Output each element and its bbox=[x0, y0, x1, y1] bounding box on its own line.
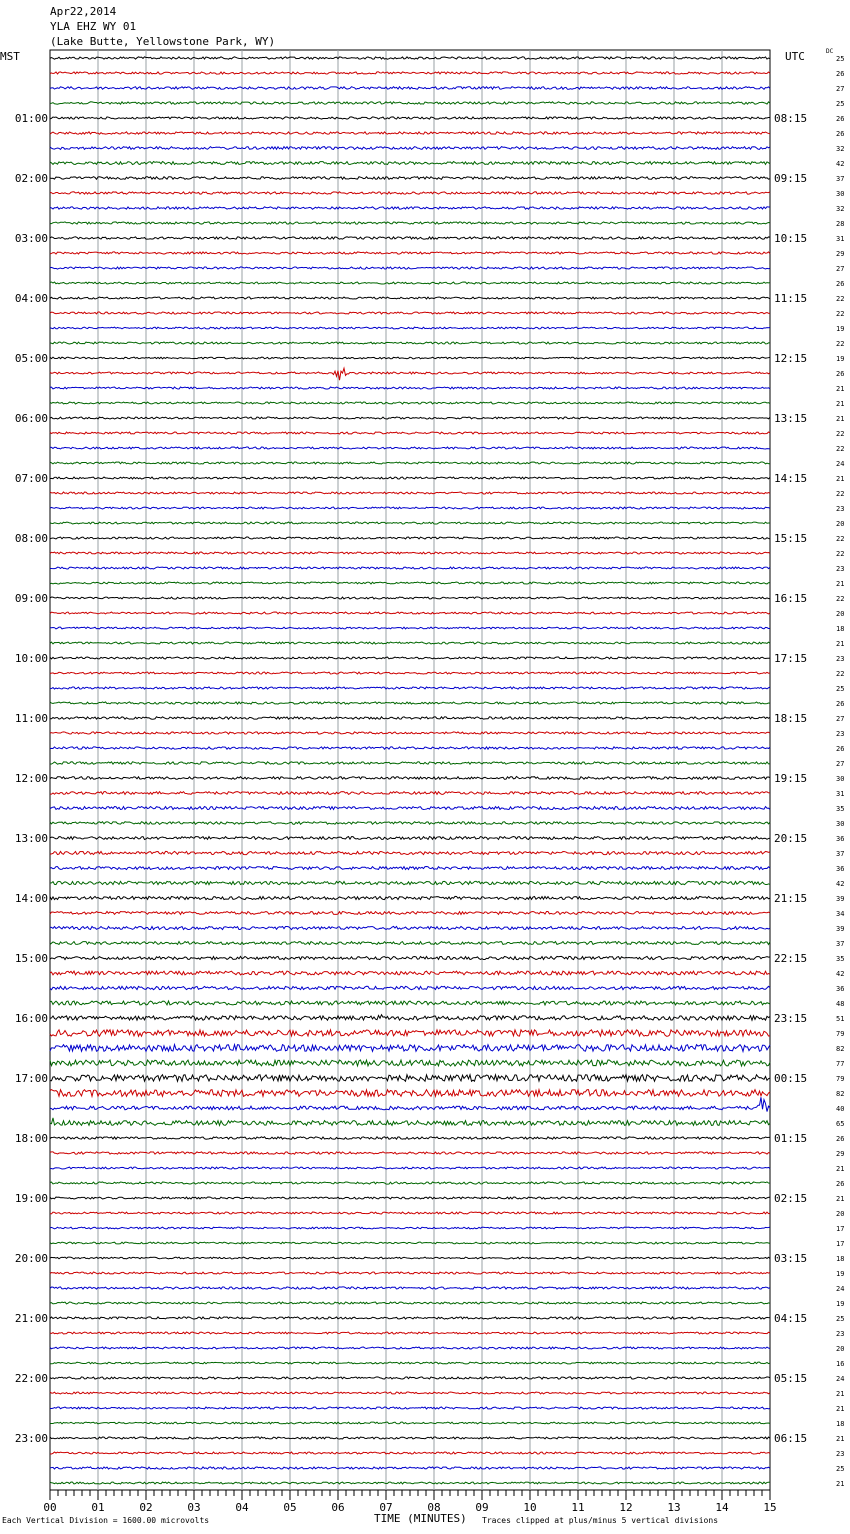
trace-line bbox=[50, 447, 770, 449]
trace-line bbox=[50, 1347, 770, 1349]
trace-line bbox=[50, 881, 770, 884]
trace-line bbox=[50, 162, 770, 165]
dc-value-label: 16 bbox=[836, 1360, 845, 1368]
trace-line bbox=[50, 1075, 770, 1082]
trace-line bbox=[50, 1317, 770, 1319]
scale-note: Each Vertical Division = 1600.00 microvolts bbox=[2, 1516, 210, 1525]
trace-line bbox=[50, 986, 770, 989]
trace-line bbox=[50, 717, 770, 719]
x-tick-label: 12 bbox=[619, 1501, 633, 1514]
trace-line bbox=[50, 1090, 770, 1097]
dc-value-label: 27 bbox=[836, 265, 845, 273]
dc-value-label: 17 bbox=[836, 1225, 845, 1233]
trace-line bbox=[50, 267, 770, 269]
trace-line bbox=[50, 776, 770, 779]
trace-line bbox=[50, 747, 770, 749]
dc-value-label: 22 bbox=[836, 535, 845, 543]
dc-value-label: 20 bbox=[836, 520, 845, 528]
dc-value-label: 25 bbox=[836, 1315, 845, 1323]
mst-hour-label: 20:00 bbox=[14, 1252, 48, 1265]
trace-line bbox=[50, 851, 770, 854]
trace-line bbox=[50, 432, 770, 434]
trace-line bbox=[50, 72, 770, 74]
dc-value-label: 18 bbox=[836, 1420, 845, 1428]
utc-column-header: UTC bbox=[785, 50, 805, 63]
x-tick-label: 00 bbox=[43, 1501, 57, 1514]
trace-line bbox=[50, 1407, 770, 1409]
dc-value-label: 32 bbox=[836, 145, 845, 153]
trace-line bbox=[50, 132, 770, 134]
trace-line bbox=[50, 402, 770, 404]
mst-hour-label: 12:00 bbox=[14, 772, 48, 785]
trace-line bbox=[50, 1287, 770, 1289]
trace-line bbox=[50, 1152, 770, 1154]
x-tick-label: 05 bbox=[283, 1501, 297, 1514]
trace-line bbox=[50, 117, 770, 119]
x-tick-label: 10 bbox=[523, 1501, 537, 1514]
dc-value-label: 23 bbox=[836, 1450, 845, 1458]
dc-value-label: 42 bbox=[836, 160, 845, 168]
dc-value-label: 79 bbox=[836, 1075, 845, 1083]
trace-line bbox=[50, 1197, 770, 1199]
trace-line bbox=[50, 942, 770, 945]
trace-line bbox=[50, 582, 770, 584]
x-tick-label: 06 bbox=[331, 1501, 345, 1514]
mst-hour-label: 04:00 bbox=[14, 292, 48, 305]
dc-value-label: 26 bbox=[836, 1180, 845, 1188]
mst-hour-label: 21:00 bbox=[14, 1312, 48, 1325]
trace-line bbox=[50, 492, 770, 494]
mst-hour-label: 05:00 bbox=[14, 352, 48, 365]
dc-value-label: 27 bbox=[836, 85, 845, 93]
trace-line bbox=[50, 102, 770, 104]
mst-hour-label: 09:00 bbox=[14, 592, 48, 605]
x-tick-label: 04 bbox=[235, 1501, 249, 1514]
trace-line bbox=[50, 762, 770, 764]
utc-hour-label: 23:15 bbox=[774, 1012, 808, 1025]
dc-value-label: 27 bbox=[836, 715, 845, 723]
trace-line bbox=[50, 627, 770, 629]
dc-value-label: 37 bbox=[836, 175, 845, 183]
dc-value-label: 22 bbox=[836, 670, 845, 678]
dc-value-label: 25 bbox=[836, 55, 845, 63]
trace-line bbox=[50, 1015, 770, 1020]
dc-value-label: 40 bbox=[836, 1105, 845, 1113]
mst-hour-label: 18:00 bbox=[14, 1132, 48, 1145]
trace-line bbox=[50, 597, 770, 599]
dc-value-label: 23 bbox=[836, 655, 845, 663]
x-tick-label: 13 bbox=[667, 1501, 681, 1514]
dc-value-label: 26 bbox=[836, 370, 845, 378]
mst-hour-label: 11:00 bbox=[14, 712, 48, 725]
trace-line bbox=[50, 702, 770, 704]
trace-line bbox=[50, 1227, 770, 1229]
mst-hour-label: 13:00 bbox=[14, 832, 48, 845]
trace-line bbox=[50, 926, 770, 929]
trace-line bbox=[50, 971, 770, 975]
trace-group bbox=[50, 57, 770, 1484]
trace-line bbox=[50, 87, 770, 90]
dc-value-label: 42 bbox=[836, 970, 845, 978]
dc-value-label: 17 bbox=[836, 1240, 845, 1248]
trace-line bbox=[50, 387, 770, 389]
time-axis bbox=[43, 1490, 776, 1514]
trace-line bbox=[50, 1362, 770, 1364]
utc-hour-label: 16:15 bbox=[774, 592, 808, 605]
dc-value-label: 22 bbox=[836, 430, 845, 438]
trace-line bbox=[50, 537, 770, 539]
x-tick-label: 02 bbox=[139, 1501, 153, 1514]
trace-line bbox=[50, 1045, 770, 1052]
utc-hour-label: 15:15 bbox=[774, 532, 808, 545]
trace-line bbox=[50, 896, 770, 899]
trace-line bbox=[50, 1182, 770, 1184]
x-tick-label: 03 bbox=[187, 1501, 201, 1514]
utc-hour-label: 09:15 bbox=[774, 172, 808, 185]
dc-value-label: 31 bbox=[836, 790, 845, 798]
trace-line bbox=[50, 956, 770, 959]
dc-value-label: 25 bbox=[836, 685, 845, 693]
trace-line bbox=[50, 1392, 770, 1394]
dc-value-label: 20 bbox=[836, 1345, 845, 1353]
station-location: (Lake Butte, Yellowstone Park, WY) bbox=[50, 35, 276, 48]
trace-line bbox=[50, 357, 770, 359]
clip-note: Traces clipped at plus/minus 5 vertical divisions bbox=[482, 1516, 719, 1525]
utc-hour-label: 13:15 bbox=[774, 412, 808, 425]
trace-line bbox=[50, 867, 770, 870]
dc-value-label: 19 bbox=[836, 325, 845, 333]
dc-value-label: 21 bbox=[836, 640, 845, 648]
dc-value-label: 22 bbox=[836, 595, 845, 603]
trace-line bbox=[50, 342, 770, 344]
trace-line bbox=[50, 477, 770, 479]
trace-line bbox=[50, 417, 770, 419]
trace-line bbox=[50, 1212, 770, 1214]
x-tick-label: 15 bbox=[763, 1501, 777, 1514]
dc-value-label: 37 bbox=[836, 940, 845, 948]
trace-line bbox=[50, 642, 770, 644]
trace-line bbox=[50, 1272, 770, 1274]
utc-hour-label: 20:15 bbox=[774, 832, 808, 845]
trace-line bbox=[50, 368, 770, 380]
dc-value-label: 24 bbox=[836, 1285, 845, 1293]
mst-hour-label: 07:00 bbox=[14, 472, 48, 485]
utc-hour-label: 00:15 bbox=[774, 1072, 808, 1085]
trace-line bbox=[50, 687, 770, 689]
trace-line bbox=[50, 1437, 770, 1439]
dc-value-label: 79 bbox=[836, 1030, 845, 1038]
dc-value-label: 21 bbox=[836, 1480, 845, 1488]
mst-hour-label: 23:00 bbox=[14, 1432, 48, 1445]
dc-value-label: 20 bbox=[836, 610, 845, 618]
utc-hour-label: 05:15 bbox=[774, 1372, 808, 1385]
dc-value-label: 82 bbox=[836, 1090, 845, 1098]
trace-line bbox=[50, 1257, 770, 1259]
dc-value-label: 18 bbox=[836, 1255, 845, 1263]
dc-value-label: 21 bbox=[836, 1405, 845, 1413]
utc-hour-label: 04:15 bbox=[774, 1312, 808, 1325]
dc-value-label: 29 bbox=[836, 250, 845, 258]
dc-value-label: 26 bbox=[836, 1135, 845, 1143]
trace-line bbox=[50, 912, 770, 915]
utc-hour-label: 11:15 bbox=[774, 292, 808, 305]
dc-value-label: 19 bbox=[836, 1270, 845, 1278]
trace-line bbox=[50, 552, 770, 554]
dc-value-label: 36 bbox=[836, 985, 845, 993]
dc-value-label: 30 bbox=[836, 775, 845, 783]
utc-hour-label: 19:15 bbox=[774, 772, 808, 785]
utc-hour-label: 08:15 bbox=[774, 112, 808, 125]
trace-line bbox=[50, 1452, 770, 1454]
trace-line bbox=[50, 522, 770, 524]
dc-column-header: DC bbox=[826, 48, 834, 55]
mst-hour-label: 16:00 bbox=[14, 1012, 48, 1025]
utc-hour-label: 22:15 bbox=[774, 952, 808, 965]
dc-value-label: 18 bbox=[836, 625, 845, 633]
trace-line bbox=[50, 1167, 770, 1169]
utc-hour-label: 17:15 bbox=[774, 652, 808, 665]
dc-value-label: 22 bbox=[836, 445, 845, 453]
dc-value-label: 21 bbox=[836, 415, 845, 423]
mst-hour-label: 17:00 bbox=[14, 1072, 48, 1085]
dc-value-label: 20 bbox=[836, 1210, 845, 1218]
dc-value-label: 32 bbox=[836, 205, 845, 213]
mst-hour-label: 10:00 bbox=[14, 652, 48, 665]
trace-line bbox=[50, 1060, 770, 1066]
mst-hour-label: 03:00 bbox=[14, 232, 48, 245]
trace-line bbox=[50, 147, 770, 150]
x-tick-label: 14 bbox=[715, 1501, 729, 1514]
trace-line bbox=[50, 612, 770, 614]
dc-value-label: 24 bbox=[836, 460, 845, 468]
mst-hour-label: 01:00 bbox=[14, 112, 48, 125]
dc-value-label: 19 bbox=[836, 1300, 845, 1308]
dc-value-label: 37 bbox=[836, 850, 845, 858]
trace-line bbox=[50, 837, 770, 840]
trace-line bbox=[50, 1242, 770, 1244]
dc-offset-labels bbox=[836, 55, 844, 1488]
dc-value-label: 21 bbox=[836, 475, 845, 483]
utc-hour-label: 18:15 bbox=[774, 712, 808, 725]
utc-hour-label: 14:15 bbox=[774, 472, 808, 485]
dc-value-label: 31 bbox=[836, 235, 845, 243]
dc-value-label: 35 bbox=[836, 955, 845, 963]
dc-value-label: 48 bbox=[836, 1000, 845, 1008]
dc-value-label: 21 bbox=[836, 1195, 845, 1203]
mst-hour-label: 14:00 bbox=[14, 892, 48, 905]
dc-value-label: 28 bbox=[836, 220, 845, 228]
dc-value-label: 26 bbox=[836, 745, 845, 753]
dc-value-label: 21 bbox=[836, 1165, 845, 1173]
dc-value-label: 22 bbox=[836, 490, 845, 498]
trace-line bbox=[50, 1030, 770, 1036]
trace-line bbox=[50, 297, 770, 299]
dc-value-label: 29 bbox=[836, 1150, 845, 1158]
x-tick-label: 09 bbox=[475, 1501, 489, 1514]
utc-hour-label: 12:15 bbox=[774, 352, 808, 365]
dc-value-label: 35 bbox=[836, 805, 845, 813]
mst-column-header: MST bbox=[0, 50, 20, 63]
dc-value-label: 36 bbox=[836, 865, 845, 873]
x-axis-title: TIME (MINUTES) bbox=[374, 1512, 467, 1525]
dc-value-label: 30 bbox=[836, 820, 845, 828]
trace-line bbox=[50, 1001, 770, 1005]
trace-line bbox=[50, 1332, 770, 1334]
dc-value-label: 27 bbox=[836, 760, 845, 768]
utc-hour-label: 10:15 bbox=[774, 232, 808, 245]
trace-line bbox=[50, 57, 770, 59]
trace-line bbox=[50, 207, 770, 209]
dc-value-label: 19 bbox=[836, 355, 845, 363]
dc-value-label: 42 bbox=[836, 880, 845, 888]
dc-value-label: 30 bbox=[836, 190, 845, 198]
dc-value-label: 21 bbox=[836, 1390, 845, 1398]
dc-value-label: 23 bbox=[836, 505, 845, 513]
trace-line bbox=[50, 312, 770, 314]
dc-value-label: 22 bbox=[836, 550, 845, 558]
dc-value-label: 25 bbox=[836, 1465, 845, 1473]
dc-value-label: 26 bbox=[836, 70, 845, 78]
utc-hour-label: 02:15 bbox=[774, 1192, 808, 1205]
x-tick-label: 08 bbox=[427, 1501, 441, 1514]
dc-value-label: 82 bbox=[836, 1045, 845, 1053]
x-tick-label: 07 bbox=[379, 1501, 393, 1514]
trace-line bbox=[50, 1482, 770, 1484]
trace-line bbox=[50, 1467, 770, 1469]
dc-value-label: 23 bbox=[836, 565, 845, 573]
dc-value-label: 34 bbox=[836, 910, 845, 918]
mst-hour-label: 22:00 bbox=[14, 1372, 48, 1385]
trace-line bbox=[50, 282, 770, 284]
trace-line bbox=[50, 1137, 770, 1139]
trace-line bbox=[50, 672, 770, 674]
dc-value-label: 39 bbox=[836, 925, 845, 933]
dc-value-label: 22 bbox=[836, 340, 845, 348]
dc-value-label: 21 bbox=[836, 385, 845, 393]
trace-line bbox=[50, 732, 770, 734]
dc-value-label: 21 bbox=[836, 1435, 845, 1443]
dc-value-label: 25 bbox=[836, 100, 845, 108]
dc-value-label: 77 bbox=[836, 1060, 845, 1068]
mst-hour-label: 06:00 bbox=[14, 412, 48, 425]
hour-labels bbox=[15, 112, 807, 1445]
trace-line bbox=[50, 222, 770, 224]
dc-value-label: 23 bbox=[836, 1330, 845, 1338]
dc-value-label: 21 bbox=[836, 400, 845, 408]
x-tick-label: 11 bbox=[571, 1501, 585, 1514]
utc-hour-label: 03:15 bbox=[774, 1252, 808, 1265]
trace-line bbox=[50, 507, 770, 509]
trace-line bbox=[50, 657, 770, 659]
dc-value-label: 65 bbox=[836, 1120, 845, 1128]
dc-value-label: 22 bbox=[836, 310, 845, 318]
trace-line bbox=[50, 567, 770, 569]
dc-value-label: 36 bbox=[836, 835, 845, 843]
dc-value-label: 26 bbox=[836, 130, 845, 138]
dc-value-label: 26 bbox=[836, 115, 845, 123]
trace-line bbox=[50, 1118, 770, 1126]
trace-line bbox=[50, 807, 770, 810]
utc-hour-label: 21:15 bbox=[774, 892, 808, 905]
trace-line bbox=[50, 1302, 770, 1304]
dc-value-label: 51 bbox=[836, 1015, 845, 1023]
trace-line bbox=[50, 192, 770, 194]
utc-hour-label: 01:15 bbox=[774, 1132, 808, 1145]
dc-value-label: 39 bbox=[836, 895, 845, 903]
mst-hour-label: 08:00 bbox=[14, 532, 48, 545]
x-tick-label: 01 bbox=[91, 1501, 105, 1514]
dc-value-label: 22 bbox=[836, 295, 845, 303]
dc-value-label: 21 bbox=[836, 580, 845, 588]
station-code: YLA EHZ WY 01 bbox=[50, 20, 137, 33]
trace-line bbox=[50, 792, 770, 795]
mst-hour-label: 15:00 bbox=[14, 952, 48, 965]
trace-line bbox=[50, 1377, 770, 1379]
dc-value-label: 26 bbox=[836, 280, 845, 288]
trace-line bbox=[50, 177, 770, 180]
mst-hour-label: 19:00 bbox=[14, 1192, 48, 1205]
trace-line bbox=[50, 237, 770, 239]
dc-value-label: 26 bbox=[836, 700, 845, 708]
trace-line bbox=[50, 252, 770, 254]
trace-line bbox=[50, 327, 770, 329]
dc-value-label: 23 bbox=[836, 730, 845, 738]
record-date: Apr22,2014 bbox=[50, 5, 117, 18]
mst-hour-label: 02:00 bbox=[14, 172, 48, 185]
utc-hour-label: 06:15 bbox=[774, 1432, 808, 1445]
trace-line bbox=[50, 1097, 770, 1111]
trace-line bbox=[50, 822, 770, 825]
trace-line bbox=[50, 462, 770, 464]
trace-line bbox=[50, 1422, 770, 1424]
dc-value-label: 24 bbox=[836, 1375, 845, 1383]
